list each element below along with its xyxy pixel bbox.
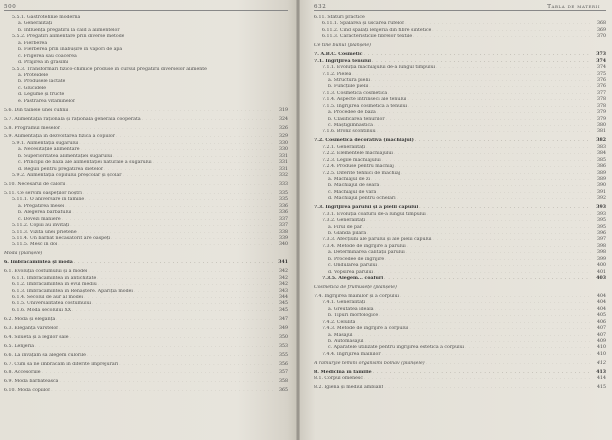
toc-entry-page: 350 bbox=[279, 334, 288, 340]
toc-entry-title: b. Clasificarea tenurilor bbox=[328, 116, 385, 122]
toc-entry bbox=[4, 325, 288, 331]
toc-leader-dots bbox=[377, 128, 591, 134]
toc-entry-title: a. Pregătirea mesei bbox=[18, 203, 65, 209]
toc-entry-page: 384 bbox=[597, 151, 606, 157]
toc-leader-dots bbox=[142, 116, 273, 122]
toc-entry-title: d. Prăjirea în grăsimi bbox=[18, 60, 69, 66]
toc-entry-title: b. Influența pregătirii la cald a alimentelor bbox=[18, 27, 120, 33]
toc-entry-page: 395 bbox=[597, 218, 606, 224]
toc-entry-page: 407 bbox=[597, 326, 606, 332]
toc-entry-page: 398 bbox=[597, 250, 606, 256]
toc-entry bbox=[4, 378, 288, 384]
toc-entry-page: 385 bbox=[597, 157, 606, 163]
toc-entry-title: 7.3.2. Generalități bbox=[322, 218, 366, 224]
toc-entry-title: 7.3.1. Evoluția coafurii de-a lungul timpului bbox=[322, 211, 426, 217]
toc-entry-page: 345 bbox=[279, 301, 288, 307]
toc-leader-dots bbox=[87, 352, 273, 358]
toc-entry-page: 410 bbox=[597, 351, 606, 357]
toc-entry-title: 6.6. La învățăm să alegem culorile bbox=[4, 352, 86, 358]
toc-entry bbox=[314, 33, 606, 39]
toc-entry-title: c. Frigerea sau coacerea bbox=[18, 53, 77, 59]
toc-entry-title: 6.11.2. Cînd spălați lenjeria din fibre sintetice bbox=[322, 27, 432, 33]
toc-entry-title: b. Automasajul bbox=[328, 339, 364, 344]
left-page-number: 500 bbox=[4, 4, 17, 10]
toc-entry-title: 7.2.3. Legile machiajului bbox=[322, 157, 381, 163]
toc-entry bbox=[4, 107, 288, 113]
toc-entry-page: 355 bbox=[279, 352, 288, 358]
toc-entry-title: b. Tipuri morfologice bbox=[328, 313, 379, 319]
toc-entry-title: b. Machiajul de seară bbox=[328, 183, 380, 189]
toc-entry-page: 331 bbox=[279, 166, 288, 172]
toc-entry-page: 374 bbox=[596, 58, 606, 64]
toc-entry-title: 6.1. Evoluția costumului și a modei bbox=[4, 269, 88, 275]
toc-entry-page: 336 bbox=[279, 203, 288, 209]
left-toc-list bbox=[4, 14, 288, 394]
toc-entry-page: 412 bbox=[597, 360, 606, 366]
toc-entry-title: b. Glanda pilară bbox=[328, 231, 367, 236]
toc-leader-dots bbox=[384, 275, 591, 281]
toc-leader-dots bbox=[72, 307, 273, 313]
toc-entry-page: 374 bbox=[597, 65, 606, 71]
toc-entry-page: 376 bbox=[597, 77, 606, 83]
toc-entry-title: c. Măștigimnastica bbox=[328, 123, 373, 128]
toc-entry bbox=[4, 343, 288, 349]
toc-entry-page: 383 bbox=[597, 144, 606, 150]
toc-leader-dots bbox=[382, 351, 591, 357]
toc-entry-page: 324 bbox=[279, 116, 288, 122]
toc-entry-title: 7.1.1. Evoluția machiajului de-a lungul timpului bbox=[322, 65, 436, 71]
toc-entry-page: 396 bbox=[597, 231, 606, 236]
toc-entry-page: 345 bbox=[279, 307, 288, 313]
toc-entry-title: 6.1.4. Secolul de aur al modei bbox=[12, 295, 83, 300]
toc-entry bbox=[4, 307, 288, 313]
toc-entry-page: 407 bbox=[597, 332, 606, 338]
toc-entry-page: 342 bbox=[279, 269, 288, 275]
toc-entry-title: 6.1.5. Universalitatea costumului bbox=[12, 301, 92, 307]
toc-entry-title: 5.6. Din tainele unei cuhnii bbox=[4, 107, 69, 113]
toc-entry-title: 7.4.4. Îngrijirea mâinilor bbox=[322, 351, 381, 357]
toc-entry-page: 375 bbox=[597, 71, 606, 77]
toc-entry-page: 393 bbox=[596, 205, 606, 211]
toc-entry-title: b. Funcțiile pielii bbox=[328, 84, 369, 90]
toc-entry-title: a. Proteidele bbox=[18, 72, 49, 78]
toc-entry-title: 5.9.2. Alimentația copilului preșcolar și școlar bbox=[12, 173, 122, 179]
toc-entry bbox=[314, 42, 606, 48]
toc-entry-title: 7.4. Îngrijirea mâinilor și a corpului bbox=[314, 293, 400, 299]
toc-entry-page: 382 bbox=[596, 138, 606, 144]
toc-entry-page: 401 bbox=[597, 269, 606, 275]
toc-entry-title: 6.11.3. Caracteristicile fibrelor textile bbox=[322, 34, 413, 40]
toc-entry-title: 6.1.3. Îmbrăcămintea în Renaștere. Apariția modei bbox=[12, 288, 133, 294]
toc-entry-title: d. Legume și fructe bbox=[18, 92, 65, 98]
toc-leader-dots bbox=[56, 316, 273, 322]
toc-entry-page: 337 bbox=[279, 223, 288, 229]
toc-entry bbox=[4, 369, 288, 375]
toc-entry-title: a. Firul de păr bbox=[328, 224, 363, 230]
toc-entry-page: 331 bbox=[279, 153, 288, 159]
toc-entry-title: 5.8. Programul meselor bbox=[4, 125, 61, 131]
toc-entry-page: 380 bbox=[597, 123, 606, 128]
toc-entry-title: d. Reguli pentru pregătirea dietelor bbox=[18, 166, 104, 172]
toc-entry-title: 6.3. Eleganța vârstelor bbox=[4, 325, 59, 331]
toc-leader-dots bbox=[123, 172, 273, 178]
toc-entry-page: 413 bbox=[596, 369, 606, 375]
toc-entry-title: 7.2. Cosmetica decorativă (machiajul) bbox=[314, 138, 414, 144]
toc-entry-title: b. Superioritatea alimentației sugarului bbox=[18, 153, 113, 159]
toc-entry-title: 6.10. Moda copiilor bbox=[4, 388, 51, 394]
toc-entry-title: 7.3.3. Afecțiuni ale părului și ale pielii capului bbox=[322, 237, 432, 243]
toc-entry-title: 8. Medicina în familie bbox=[314, 369, 372, 375]
toc-entry-title: e. Pastrarea vitaminelor bbox=[18, 98, 76, 104]
toc-entry-title: Cosmetică de frumusețe (planșele) bbox=[314, 285, 397, 290]
toc-entry-title: 6.11.1. Spălarea și uscarea rufelor bbox=[322, 21, 405, 27]
toc-entry-page: 404 bbox=[597, 306, 606, 312]
toc-leader-dots bbox=[59, 378, 273, 384]
toc-entry-page: 403 bbox=[596, 276, 606, 282]
toc-leader-dots bbox=[384, 384, 591, 390]
toc-leader-dots bbox=[426, 360, 591, 366]
toc-leader-dots bbox=[42, 369, 273, 375]
toc-entry-title: 5.9.1. Alimentația sugarului bbox=[12, 140, 79, 146]
toc-entry-page: 339 bbox=[279, 236, 288, 241]
toc-entry-title: 6.7. Cum să ne îmbrăcăm în diferite împrejurări bbox=[4, 361, 119, 367]
toc-entry bbox=[4, 352, 288, 358]
toc-entry-title: 7.3.5. Alegem... coafuri bbox=[322, 276, 384, 282]
toc-entry-page: 378 bbox=[597, 97, 606, 103]
toc-entry-page: 406 bbox=[597, 319, 606, 325]
toc-entry-title: 7.2.5. Diferite tehnici de machiaj bbox=[322, 170, 401, 176]
toc-entry-page: 356 bbox=[279, 361, 288, 367]
toc-entry-title: 6.1.6. Moda secolului XX bbox=[12, 307, 72, 313]
toc-entry-title: 7. A.B.C. Cosmetic bbox=[314, 52, 363, 58]
toc-entry bbox=[4, 259, 288, 265]
toc-entry-page: 335 bbox=[279, 197, 288, 203]
toc-entry-title: 6.11. Sfaturi practice bbox=[314, 15, 365, 20]
toc-entry-page: 326 bbox=[279, 125, 288, 131]
right-page bbox=[300, 0, 612, 440]
toc-entry-title: a. Determinarea calității părului bbox=[328, 250, 405, 256]
toc-entry bbox=[4, 98, 288, 104]
toc-entry-page: 404 bbox=[597, 300, 606, 306]
toc-entry-title: c. Ondularea părului bbox=[328, 263, 378, 269]
toc-entry bbox=[314, 351, 606, 357]
toc-entry-title: 7.3. Îngrijirea părului și a pielii capului bbox=[314, 205, 419, 211]
toc-leader-dots bbox=[51, 387, 273, 393]
toc-entry-page: 389 bbox=[597, 177, 606, 182]
toc-entry-title: 5.5.3. Transformări fizico-chimice produse în cursul pregătirii diverselor alimente bbox=[12, 66, 207, 72]
toc-entry-title: 7.1.2. Pielea bbox=[322, 71, 352, 77]
toc-entry-title: 5.11.2. Copiii au invitați bbox=[12, 223, 70, 229]
toc-entry-title: Moda (planșele) bbox=[4, 251, 43, 257]
toc-entry-page: 415 bbox=[597, 385, 606, 391]
toc-entry-page: 398 bbox=[597, 243, 606, 249]
toc-entry-title: 7.1. Îngrijirea tenului bbox=[314, 58, 372, 64]
toc-entry-title: Ce tine bunul (planșele) bbox=[314, 43, 371, 49]
toc-entry-page: 365 bbox=[279, 388, 288, 394]
toc-entry-page: 349 bbox=[279, 325, 288, 331]
toc-entry bbox=[4, 387, 288, 393]
toc-entry-page: 343 bbox=[279, 288, 288, 294]
toc-entry-title: d. Machiajul pentru ochelari bbox=[328, 196, 396, 202]
toc-entry-page: 369 bbox=[597, 27, 606, 33]
toc-entry-title: a. Fierberea bbox=[18, 40, 48, 46]
toc-leader-dots bbox=[35, 343, 273, 349]
toc-entry-page: 400 bbox=[597, 263, 606, 269]
toc-entry-page: 370 bbox=[597, 34, 606, 40]
toc-entry-page: 393 bbox=[597, 211, 606, 217]
toc-entry-page: 347 bbox=[279, 316, 288, 322]
toc-entry-title: 6.4. Silueta și a legilor sale bbox=[4, 334, 69, 340]
toc-leader-dots bbox=[74, 259, 273, 265]
toc-entry-page: 404 bbox=[597, 293, 606, 299]
toc-entry-page: 331 bbox=[279, 160, 288, 166]
toc-entry-page: 414 bbox=[597, 376, 606, 382]
toc-entry-title: 5.10. Necesarul de calorii bbox=[4, 182, 66, 187]
toc-entry-page: 342 bbox=[279, 282, 288, 288]
toc-entry-page: 381 bbox=[597, 129, 606, 135]
right-page-title: Tabla de materii bbox=[547, 4, 600, 10]
toc-leader-dots bbox=[58, 241, 273, 247]
right-page-number: 632 bbox=[314, 4, 327, 10]
toc-entry-title: a. Greutatea ideală bbox=[328, 306, 374, 312]
toc-entry bbox=[4, 361, 288, 367]
toc-entry-page: 377 bbox=[597, 90, 606, 96]
toc-entry-title: 8.1. Corpul omenesc bbox=[314, 376, 363, 382]
toc-entry-page: 342 bbox=[279, 275, 288, 281]
toc-entry-title: b. Alegerea bărbatului bbox=[18, 210, 72, 216]
toc-entry bbox=[314, 275, 606, 281]
toc-entry bbox=[314, 195, 606, 201]
toc-entry-page: 378 bbox=[597, 103, 606, 109]
toc-entry-page: 397 bbox=[597, 237, 606, 243]
toc-entry-title: 7.2.4. Produse pentru machiaj bbox=[322, 164, 394, 170]
toc-entry-title: 7.4.3. Metode de îngrijire a corpului bbox=[322, 326, 409, 332]
toc-entry-page: 338 bbox=[279, 229, 288, 235]
toc-entry-title: 7.1.4. Aspecte intrinseci ale tenului bbox=[322, 97, 407, 103]
toc-entry-title: a. Necesitățile alimentare bbox=[18, 147, 80, 153]
toc-entry-title: 5.11.3. Vizita unei prietene bbox=[12, 229, 77, 235]
toc-entry-page: 358 bbox=[279, 379, 288, 385]
toc-entry bbox=[4, 125, 288, 131]
toc-entry-title: 7.4.1. Generalități bbox=[322, 300, 366, 306]
toc-entry-title: 7.1.5. Îngrijirea cosmetică a tenului bbox=[322, 103, 408, 109]
toc-leader-dots bbox=[119, 361, 273, 367]
toc-entry-title: 6.2. Modă și eleganță bbox=[4, 316, 56, 322]
toc-entry-page: 395 bbox=[597, 224, 606, 230]
toc-entry bbox=[4, 116, 288, 122]
toc-entry-page: 336 bbox=[279, 210, 288, 216]
toc-entry-title: c. Dovezi maniere bbox=[18, 216, 61, 222]
toc-leader-dots bbox=[69, 107, 273, 113]
toc-leader-dots bbox=[59, 325, 273, 331]
toc-entry-page: 341 bbox=[278, 260, 288, 266]
toc-entry bbox=[4, 172, 288, 178]
toc-entry bbox=[314, 384, 606, 390]
toc-entry-page: 332 bbox=[279, 173, 288, 179]
toc-entry-page: 399 bbox=[597, 256, 606, 262]
toc-entry-page: 410 bbox=[597, 345, 606, 351]
left-page-header bbox=[4, 2, 288, 11]
toc-entry-title: 8.2. Igiena și mediul ambiant bbox=[314, 385, 384, 391]
toc-leader-dots bbox=[397, 195, 591, 201]
toc-leader-dots bbox=[413, 33, 591, 39]
toc-leader-dots bbox=[364, 375, 591, 381]
toc-entry bbox=[314, 360, 606, 366]
toc-entry-page: 373 bbox=[596, 52, 606, 58]
toc-entry bbox=[314, 375, 606, 381]
toc-entry-title: b. Fierberea prin înăbușire în vapori de apă bbox=[18, 47, 123, 53]
toc-entry-page: 376 bbox=[597, 84, 606, 90]
toc-leader-dots bbox=[66, 181, 273, 187]
toc-entry-page: 391 bbox=[597, 189, 606, 195]
left-page bbox=[0, 0, 296, 440]
toc-entry-page: 319 bbox=[279, 107, 288, 113]
toc-entry bbox=[4, 181, 288, 187]
toc-entry-title: a. Procedee de bază bbox=[328, 110, 376, 116]
toc-entry-page: 357 bbox=[279, 370, 288, 376]
toc-entry-page: 409 bbox=[597, 339, 606, 344]
toc-entry-title: 5.5.1. Gastrotehnie modernă bbox=[12, 15, 81, 20]
toc-leader-dots bbox=[61, 125, 273, 131]
toc-entry-page: 333 bbox=[279, 182, 288, 187]
toc-leader-dots bbox=[70, 334, 273, 340]
toc-entry-page: 353 bbox=[279, 343, 288, 349]
right-toc-list bbox=[314, 14, 606, 391]
toc-entry-page: 389 bbox=[597, 170, 606, 176]
toc-entry-title: 5.11.5. Mesc în doi bbox=[12, 242, 58, 248]
toc-entry-title: c. Principii de bază ale alimentației naturale a sugarului bbox=[18, 160, 152, 166]
toc-entry-title: b. Produsele lactate bbox=[18, 79, 66, 85]
toc-entry bbox=[4, 334, 288, 340]
toc-entry-title: c. Glucidele bbox=[18, 85, 47, 91]
toc-entry-title: b. Procedee de îngrijire bbox=[328, 256, 385, 262]
toc-entry-page: 386 bbox=[597, 164, 606, 170]
toc-entry-page: 337 bbox=[279, 216, 288, 222]
toc-entry-title: 5.11.1. O aniversare în familie bbox=[12, 197, 85, 203]
toc-entry-title: a. Structura pielii bbox=[328, 77, 370, 83]
toc-entry-page: 390 bbox=[597, 183, 606, 189]
toc-entry-title: 6. Îmbrăcămintea și moda bbox=[4, 260, 73, 266]
toc-entry-title: 5.11. Ce servim oaspeților noștri bbox=[4, 190, 82, 196]
toc-entry-title: 5.9. Alimentația în dezvoltarea fizică a copiilor bbox=[4, 134, 115, 140]
toc-entry-title: 5.11.4. Un bărbat necăsătorit are oaspeți bbox=[12, 236, 111, 241]
toc-entry-title: 7.2.2. Elementele machiajului bbox=[322, 151, 393, 157]
toc-entry-title: A ramuryie temini organismi bolnav (planșele) bbox=[314, 360, 425, 366]
toc-entry-title: 7.2.1. Generalități bbox=[322, 144, 366, 150]
toc-entry-page: 340 bbox=[279, 242, 288, 248]
toc-entry-title: c. Machiajul de vară bbox=[328, 189, 377, 195]
toc-entry-title: a. Machiajul de zi bbox=[328, 177, 371, 182]
toc-entry-title: a. Masajul bbox=[328, 332, 353, 338]
toc-entry bbox=[4, 316, 288, 322]
toc-entry-page: 330 bbox=[279, 147, 288, 153]
toc-entry-page: 368 bbox=[597, 21, 606, 27]
toc-entry-title: 6.8. Accesoriile bbox=[4, 370, 41, 376]
toc-entry-page: 335 bbox=[279, 190, 288, 196]
toc-entry-title: c. Aparatele utilizate pentru îngrijirea estetică a corpului bbox=[328, 345, 465, 351]
toc-entry-title: 7.3.4. Metode de îngrijire a părului bbox=[322, 243, 406, 249]
toc-entry-page: 379 bbox=[597, 110, 606, 116]
toc-entry-title: 7.1.3. Cosmetica cosmetică bbox=[322, 90, 388, 96]
toc-entry-page: 329 bbox=[279, 134, 288, 140]
toc-entry-title: 5.7. Alimentația rațională și rațională generală cooperată bbox=[4, 116, 141, 122]
toc-entry-page: 379 bbox=[597, 116, 606, 122]
toc-entry-title: a. Generalități bbox=[18, 21, 53, 27]
toc-entry-page: 330 bbox=[279, 140, 288, 146]
toc-entry-page: 344 bbox=[279, 295, 288, 300]
toc-entry-title: 6.9. Moda bărbătească bbox=[4, 379, 59, 385]
toc-entry-title: 7.1.6. Bronz scontinuu bbox=[322, 129, 376, 135]
toc-entry-page: 405 bbox=[597, 313, 606, 319]
toc-entry-page: 392 bbox=[597, 196, 606, 202]
toc-entry bbox=[314, 284, 606, 290]
toc-entry bbox=[4, 250, 288, 256]
toc-entry bbox=[314, 128, 606, 134]
toc-entry-title: 6.5. Lenjeria bbox=[4, 343, 35, 349]
toc-entry-title: 5.5.2. Pregătiri alimentare prin diverse metode bbox=[12, 34, 125, 40]
right-page-header bbox=[314, 2, 606, 11]
toc-entry-title: 7.4.2. Celulita bbox=[322, 319, 356, 325]
toc-entry-title: 6.1.1. Îmbrăcămintea în antichitate bbox=[12, 275, 97, 281]
toc-entry-title: d. Vopsirea părului bbox=[328, 269, 374, 275]
toc-entry bbox=[4, 241, 288, 247]
toc-entry-title: 6.1.2. Îmbrăcămintea în evul mediu bbox=[12, 282, 97, 288]
